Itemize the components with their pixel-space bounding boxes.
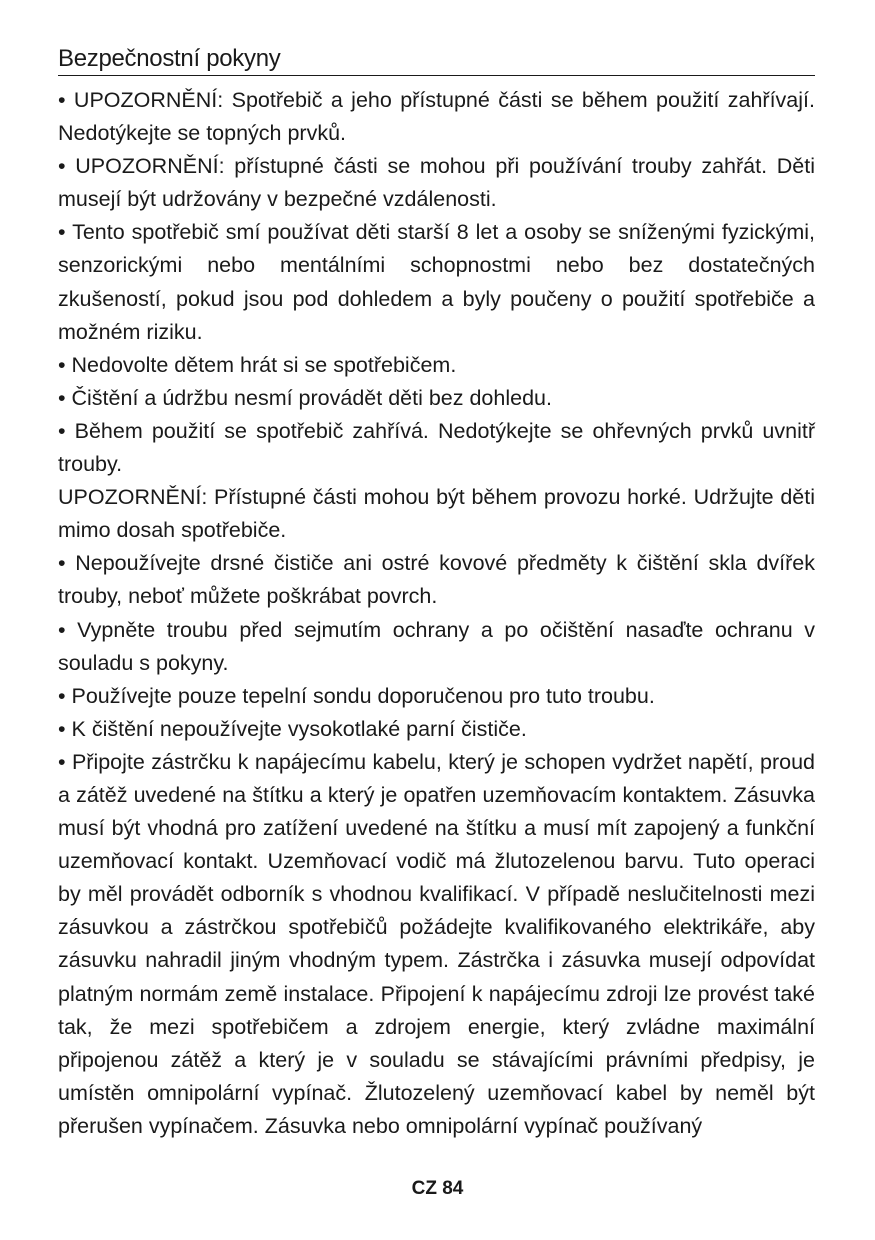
abrasive-cleaners-paragraph: • Nepoužívejte drsné čističe ani ostré kovové předměty k čištění skla dvířek trouby, neboť můžete poškrábat povrch. <box>58 551 815 609</box>
page-number: CZ 84 <box>411 1178 464 1199</box>
steam-cleaner-paragraph: • K čištění nepoužívejte vysokotlaké parní čističe. <box>58 716 527 741</box>
warning-children-distance-paragraph: • UPOZORNĚNÍ: přístupné části se mohou při používání trouby zahřát. Děti musejí být udržovány v bezpečné vzdálenosti. <box>58 154 815 212</box>
no-play-paragraph: • Nedovolte dětem hrát si se spotřebičem. <box>58 352 457 377</box>
warning-operation-hot-paragraph: UPOZORNĚNÍ: Přístupné části mohou být během provozu horké. Udržujte děti mimo dosah spotřebiče. <box>58 485 815 543</box>
warning-hot-parts-paragraph: • UPOZORNĚNÍ: Spotřebič a jeho přístupné části se během použití zahřívají. Nedotýkejte se topných prvků. <box>58 88 815 146</box>
electrical-connection-paragraph: • Připojte zástrčku k napájecímu kabelu, který je schopen vydržet napětí, proud a zátěž uvedené na štítku a který je opatřen uzemňovacím kontaktem. Zásuvka musí být vhodná pro zatížení uvedené na štítku a musí mít zapojený a funkční uzemňovací kontakt. Uzemňovací vodič má žlutozelenou barvu. Tuto operaci by měl provádět odborník s vhodnou kvalifikací. V případě neslučitelnosti mezi zásuvkou a zástrčkou spotřebičů požádejte kvalifikovaného elektrikáře, aby zásuvku nahradil jiným vhodným typem. Zástrčka i zásuvka musejí odpovídat platným normám země instalace. Připojení k napájecímu zdroji lze provést také tak, že mezi spotřebičem a zdrojem energie, který zvládne maximální připojenou zátěž a který je v souladu se stávajícími právními předpisy, je umístěn omnipolární vypínač. Žlutozelený uzemňovací kabel by neměl být přerušen vypínačem. Zásuvka nebo omnipolární vypínač používaný <box>58 749 815 1138</box>
safety-instructions <box>58 84 815 1143</box>
protection-removal-paragraph: • Vypněte troubu před sejmutím ochrany a po očištění nasaďte ochranu v souladu s pokyny. <box>58 617 815 675</box>
children-usage-paragraph: • Tento spotřebič smí používat děti starší 8 let a osoby se sníženými fyzickými, senzorickými nebo mentálními schopnostmi nebo bez dostatečných zkušeností, pokud jsou pod dohledem a byly poučeny o použití spotřebiče a možném riziku. <box>58 220 815 344</box>
cleaning-children-paragraph: • Čištění a údržbu nesmí provádět děti bez dohledu. <box>58 385 552 410</box>
page-title: Bezpečnostní pokyny <box>58 44 815 76</box>
temperature-probe-paragraph: • Používejte pouze tepelní sondu doporučenou pro tuto troubu. <box>58 683 655 708</box>
heating-elements-paragraph: • Během použití se spotřebič zahřívá. Nedotýkejte se ohřevných prvků uvnitř trouby. <box>58 418 815 477</box>
